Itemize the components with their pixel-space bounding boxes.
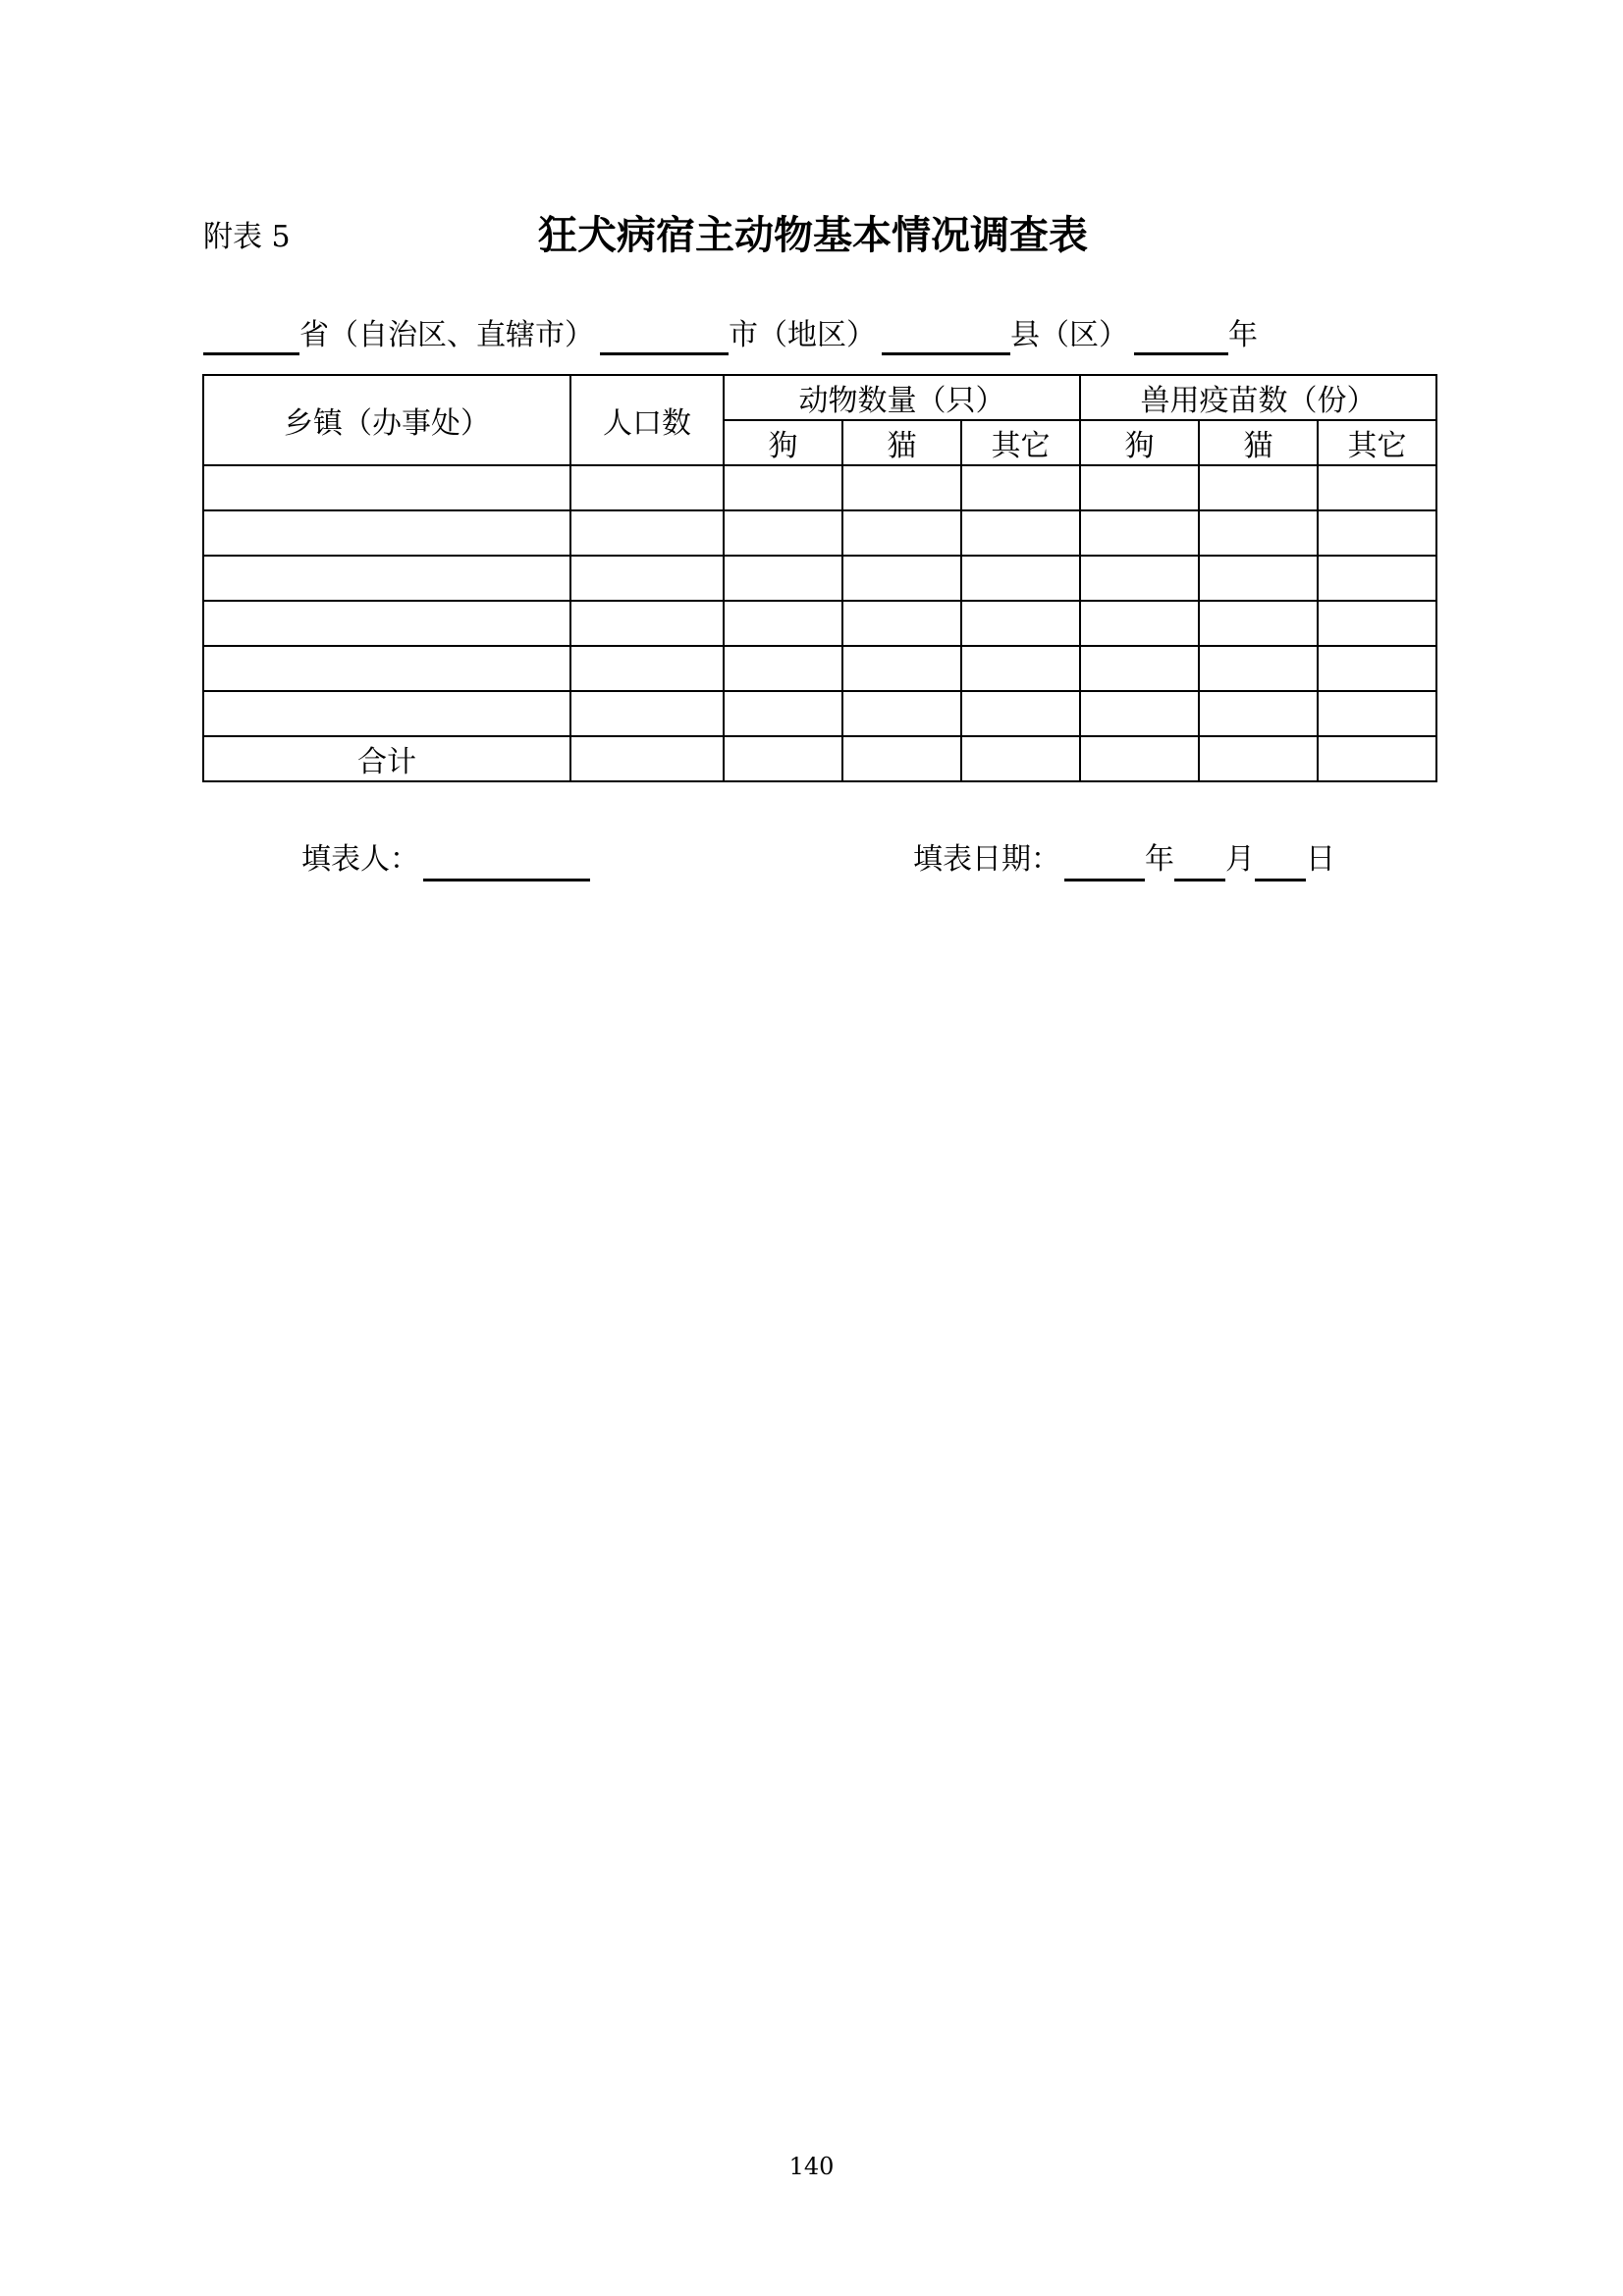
page-number: 140 [788, 2153, 835, 2180]
table-cell[interactable] [1199, 465, 1318, 510]
table-cell[interactable] [724, 646, 842, 691]
table-cell[interactable] [203, 691, 570, 736]
table-cell[interactable] [1318, 465, 1436, 510]
date-signoff [913, 838, 1335, 881]
city-blank[interactable] [600, 319, 729, 355]
region-line [203, 312, 1258, 355]
city-label: 市（地区） [729, 318, 876, 352]
date-label: 填表日期： [913, 842, 1060, 877]
table-row [203, 601, 1436, 646]
vaccine-dog-header: 狗 [1080, 420, 1199, 465]
appendix-label: 附表 5 [203, 220, 291, 254]
table-row [203, 691, 1436, 736]
survey-table [202, 374, 1437, 782]
date-day-blank[interactable] [1255, 845, 1306, 881]
table-cell[interactable] [1080, 556, 1199, 601]
table-cell[interactable] [1318, 736, 1436, 781]
table-cell[interactable] [203, 646, 570, 691]
table-cell[interactable] [842, 465, 961, 510]
animal-dog-header: 狗 [724, 420, 842, 465]
population-header: 人口数 [570, 375, 724, 465]
table-cell[interactable] [1199, 736, 1318, 781]
table-cell[interactable] [1199, 691, 1318, 736]
table-cell[interactable] [842, 510, 961, 556]
table-cell[interactable] [961, 736, 1080, 781]
table-cell[interactable] [842, 691, 961, 736]
animal-cat-header: 猫 [842, 420, 961, 465]
table-cell[interactable] [961, 646, 1080, 691]
animal-other-header: 其它 [961, 420, 1080, 465]
table-cell[interactable] [1318, 556, 1436, 601]
date-day-label: 日 [1306, 842, 1335, 877]
table-cell[interactable] [203, 601, 570, 646]
table-cell[interactable] [570, 646, 724, 691]
filler-signoff [301, 838, 590, 881]
table-cell[interactable] [1080, 465, 1199, 510]
table-cell[interactable] [961, 510, 1080, 556]
table-cell[interactable] [203, 465, 570, 510]
table-cell[interactable] [1318, 601, 1436, 646]
table-cell[interactable] [961, 556, 1080, 601]
table-cell[interactable] [842, 736, 961, 781]
table-cell[interactable] [203, 556, 570, 601]
vaccine-other-header: 其它 [1318, 420, 1436, 465]
table-cell[interactable] [961, 691, 1080, 736]
total-row [203, 736, 1436, 781]
date-month-blank[interactable] [1174, 845, 1225, 881]
table-cell[interactable] [1318, 510, 1436, 556]
table-cell[interactable] [1318, 691, 1436, 736]
province-label: 省（自治区、直辖市） [299, 318, 594, 352]
total-label: 合计 [203, 736, 570, 781]
table-row [203, 465, 1436, 510]
table-cell[interactable] [842, 556, 961, 601]
date-month-label: 月 [1225, 842, 1255, 877]
table-cell[interactable] [724, 691, 842, 736]
table-cell[interactable] [1199, 510, 1318, 556]
table-cell[interactable] [570, 465, 724, 510]
county-label: 县（区） [1010, 318, 1128, 352]
table-cell[interactable] [1199, 646, 1318, 691]
table-cell[interactable] [724, 736, 842, 781]
table-cell[interactable] [1080, 736, 1199, 781]
date-year-label: 年 [1145, 842, 1174, 877]
table-cell[interactable] [724, 601, 842, 646]
header-row-1 [203, 375, 1436, 420]
table-cell[interactable] [724, 465, 842, 510]
table-cell[interactable] [570, 736, 724, 781]
table-cell[interactable] [1080, 646, 1199, 691]
county-blank[interactable] [882, 319, 1010, 355]
table-cell[interactable] [961, 601, 1080, 646]
table-cell[interactable] [1318, 646, 1436, 691]
table-cell[interactable] [1199, 556, 1318, 601]
table-cell[interactable] [724, 510, 842, 556]
year-blank[interactable] [1134, 319, 1228, 355]
table-cell[interactable] [570, 510, 724, 556]
table-row [203, 510, 1436, 556]
filler-label: 填表人： [301, 842, 419, 877]
table-row [203, 556, 1436, 601]
vaccine-count-header: 兽用疫苗数（份） [1080, 375, 1436, 420]
table-cell[interactable] [570, 556, 724, 601]
table-row [203, 646, 1436, 691]
table-cell[interactable] [1080, 691, 1199, 736]
table-cell[interactable] [203, 510, 570, 556]
year-label: 年 [1228, 318, 1258, 352]
province-blank[interactable] [203, 319, 299, 355]
table-cell[interactable] [1080, 510, 1199, 556]
vaccine-cat-header: 猫 [1199, 420, 1318, 465]
table-cell[interactable] [1080, 601, 1199, 646]
table-cell[interactable] [842, 646, 961, 691]
table-cell[interactable] [842, 601, 961, 646]
township-header: 乡镇（办事处） [203, 375, 570, 465]
table-cell[interactable] [961, 465, 1080, 510]
date-year-blank[interactable] [1064, 845, 1145, 881]
page-title: 狂犬病宿主动物基本情况调查表 [538, 213, 1088, 258]
filler-blank[interactable] [423, 845, 590, 881]
table-cell[interactable] [724, 556, 842, 601]
table-cell[interactable] [1199, 601, 1318, 646]
table-cell[interactable] [570, 691, 724, 736]
table-cell[interactable] [570, 601, 724, 646]
animal-count-header: 动物数量（只） [724, 375, 1080, 420]
